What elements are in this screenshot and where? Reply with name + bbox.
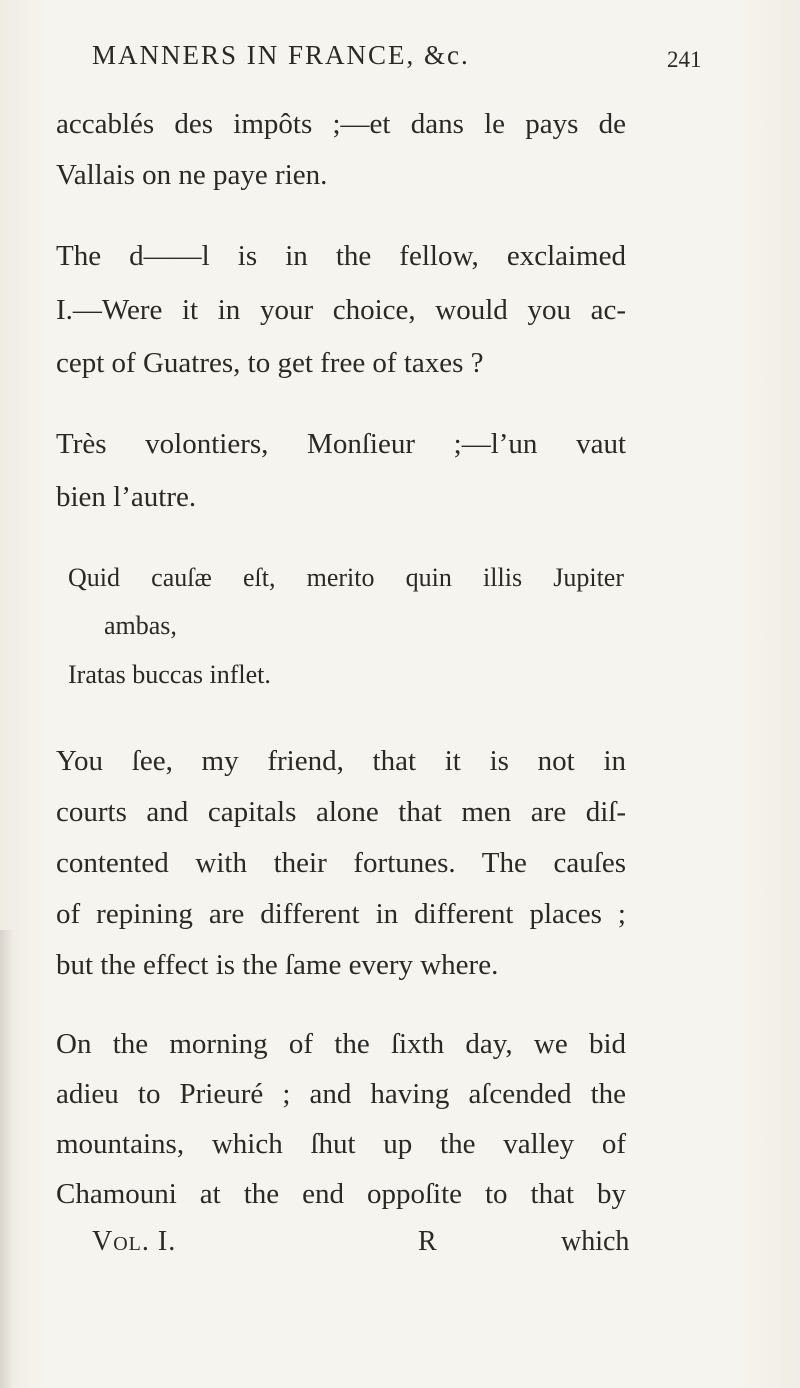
text-line-5: cept of Guatres, to get free of taxes ? xyxy=(56,347,484,379)
text-line-13: On the morning of the ſixth day, we bid xyxy=(56,1028,626,1060)
text-line-15: mountains, which ſhut up the valley of xyxy=(56,1128,626,1160)
text-line-9: courts and capitals alone that men are diſ- xyxy=(56,796,626,828)
text-line-16: Chamouni at the end oppoſite to that by xyxy=(56,1178,626,1210)
text-line-12: but the effect is the ſame every where. xyxy=(56,949,499,981)
text-line-10: contented with their fortunes. The cauſes xyxy=(56,847,626,879)
text-line-8: You ſee, my friend, that it is not in xyxy=(56,745,626,777)
verse-line-2: ambas, xyxy=(104,611,177,640)
page-number: 241 xyxy=(667,47,702,72)
text-line-4: I.—Were it in your choice, would you ac- xyxy=(56,294,626,326)
text-line-3: The d——l is in the fellow, exclaimed xyxy=(56,240,626,272)
running-header xyxy=(92,40,702,72)
text-line-14: adieu to Prieuré ; and having aſcended the xyxy=(56,1078,626,1110)
volume-mark: Vol. I. xyxy=(92,1226,177,1257)
verse-line-1: Quid cauſæ eſt, merito quin illis Jupiter xyxy=(68,563,624,592)
catchword: which xyxy=(561,1226,630,1257)
text-line-1: accablés des impôts ;—et dans le pays de xyxy=(56,108,626,140)
binding-shadow xyxy=(0,930,14,1388)
verse-line-3: Iratas buccas inflet. xyxy=(68,660,271,689)
text-line-6: Très volontiers, Monſieur ;—l’un vaut xyxy=(56,428,626,460)
text-line-11: of repining are different in different places ; xyxy=(56,898,626,930)
text-line-2: Vallais on ne paye rien. xyxy=(56,159,328,191)
text-line-7: bien l’autre. xyxy=(56,481,197,513)
running-title: MANNERS IN FRANCE, &c. xyxy=(92,40,470,70)
signature-mark: R xyxy=(418,1226,437,1257)
